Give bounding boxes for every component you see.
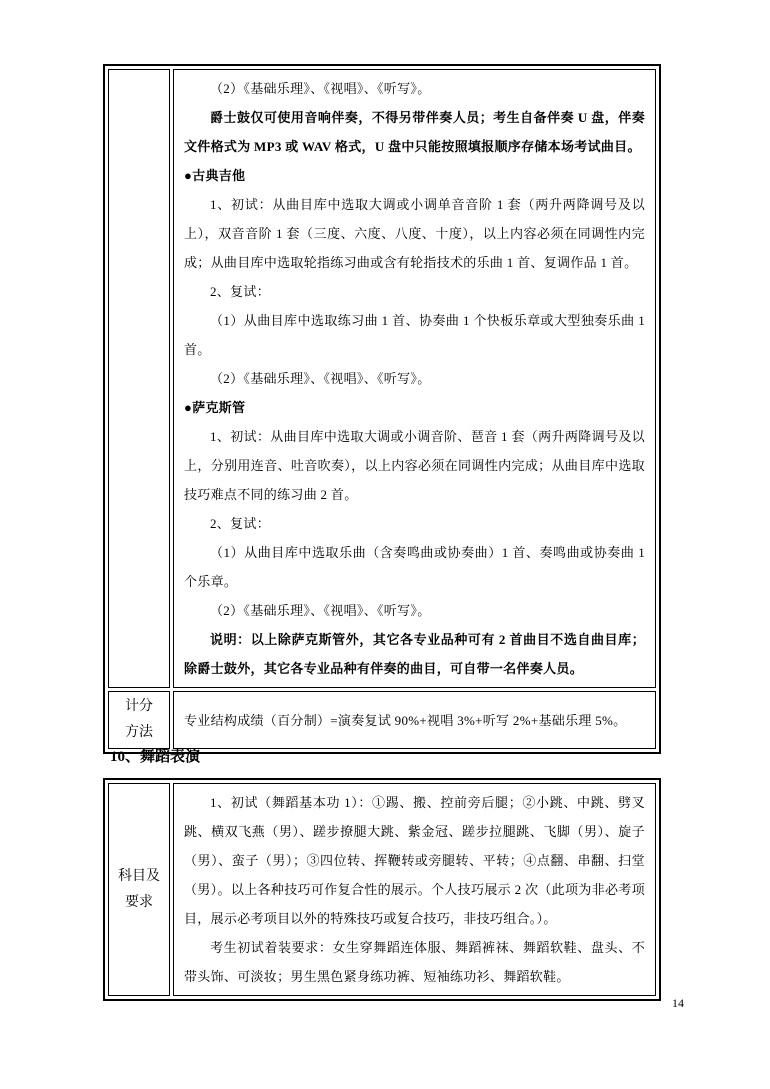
subjects-requirements-label (110, 864, 168, 916)
dance-requirements-row (108, 783, 656, 996)
subjects-requirements-label-cell (108, 783, 170, 996)
dance-paragraph-list (184, 788, 645, 991)
paragraph: ●萨克斯管 (184, 400, 246, 415)
label-line: 科目及 (118, 868, 160, 884)
paragraph: （2）《基础乐理》、《视唱》、《听写》。 (210, 371, 431, 386)
scoring-method-row (108, 691, 656, 749)
scoring-formula: 专业结构成绩（百分制）=演奏复试 90%+视唱 3%+听写 2%+基础乐理 5%。 (184, 712, 627, 728)
paragraph: 2、复试： (210, 284, 270, 299)
music-requirements-content-cell (173, 69, 656, 688)
paragraph: 1、初试（舞蹈基本功 1）：①踢、搬、控前旁后腿；②小跳、中跳、劈叉跳、横双飞燕（男）、蹉步撩腿大跳、紫金冠、蹉步拉腿跳、飞脚（男）、旋子（男）、蛮子（男）；③四位转、挥鞭转或旁腿转、平转；④点翻、串翻、扫堂（男）。以上各种技巧可作复合性的展示。个人技巧展示 2 次（此项为非必考项目，展示必考项目以外的特殊技巧或复合技巧，非技巧组合。）。 (184, 795, 645, 926)
paragraph: （1）从曲目库中选取练习曲 1 首、协奏曲 1 个快板乐章或大型独奏乐曲 1 首。 (184, 313, 645, 357)
music-requirements-table (103, 64, 661, 754)
paragraph: 1、初试：从曲目库中选取大调或小调单音音阶 1 套（两升两降调号及以上），双音音阶 1 套（三度、六度、八度、十度），以上内容必须在同调性内完成；从曲目库中选取轮指练习曲或含有轮指技术的乐曲 1 首、复调作品 1 首。 (184, 197, 645, 270)
paragraph: 考生初试着装要求：女生穿舞蹈连体服、舞蹈裤袜、舞蹈软鞋、盘头、不带头饰、可淡妆；男生黑色紧身练功裤、短袖练功衫、舞蹈软鞋。 (184, 940, 645, 984)
music-requirements-row (108, 69, 656, 688)
label-line: 方法 (125, 725, 153, 740)
scoring-method-label-cell (108, 691, 170, 749)
paragraph: （2）《基础乐理》、《视唱》、《听写》。 (210, 603, 431, 618)
paragraph: （1）从曲目库中选取乐曲（含奏鸣曲或协奏曲）1 首、奏鸣曲或协奏曲 1 个乐章。 (184, 545, 645, 589)
empty-label-cell (108, 69, 170, 688)
paragraph: 爵士鼓仅可使用音响伴奏，不得另带伴奏人员；考生自备伴奏 U 盘，伴奏文件格式为 MP3 或 WAV 格式，U 盘中只能按照填报顺序存储本场考试曲目。 (184, 110, 645, 154)
label-line: 要求 (125, 894, 153, 910)
paragraph: （2）《基础乐理》、《视唱》、《听写》。 (210, 81, 431, 96)
paragraph: 2、复试： (210, 516, 270, 531)
scoring-method-content-cell (173, 691, 656, 749)
music-paragraph-list (184, 74, 645, 683)
page-number: 14 (672, 996, 684, 1010)
paragraph: 1、初试：从曲目库中选取大调或小调音阶、琶音 1 套（两升两降调号及以上，分别用连音、吐音吹奏），以上内容必须在同调性内完成；从曲目库中选取技巧难点不同的练习曲 2 首。 (184, 429, 645, 502)
dance-requirements-table (103, 778, 661, 1001)
paragraph: 说明：以上除萨克斯管外，其它各专业品种可有 2 首曲目不选自曲目库；除爵士鼓外，其它各专业品种有伴奏的曲目，可自带一名伴奏人员。 (184, 632, 645, 676)
section-heading-dance-performance: 10、舞蹈表演 (110, 749, 201, 765)
dance-requirements-content-cell (173, 783, 656, 996)
label-line: 计分 (125, 699, 153, 714)
scoring-method-label (110, 694, 168, 746)
paragraph: ●古典吉他 (184, 168, 246, 183)
